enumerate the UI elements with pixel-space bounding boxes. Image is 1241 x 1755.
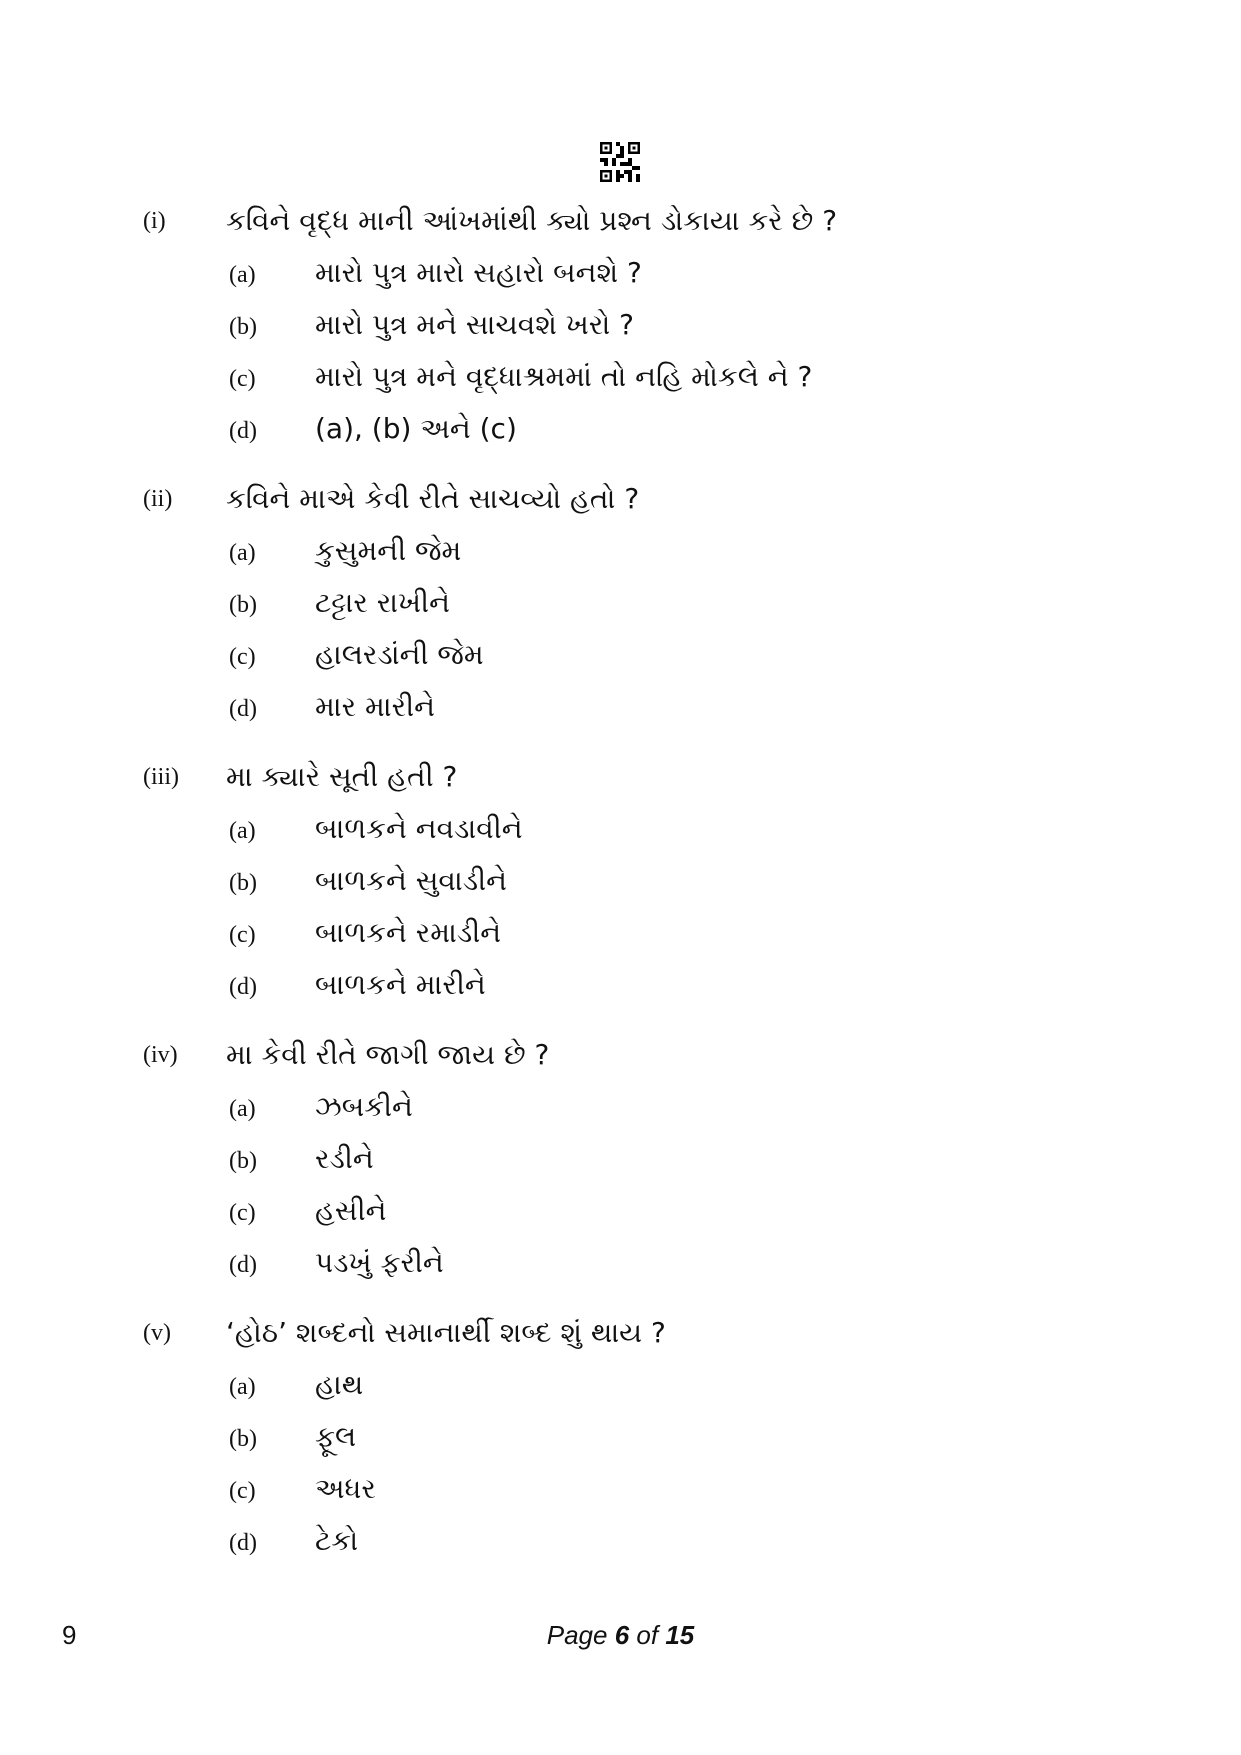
option-text: મારો પુત્ર મારો સહારો બનશે ? — [315, 256, 642, 289]
option-text: હાલરડાંની જેમ — [315, 638, 484, 671]
option-label: (b) — [229, 1426, 257, 1452]
option-label: (a) — [229, 262, 256, 288]
option-label: (d) — [229, 1530, 257, 1556]
question-block — [0, 198, 1241, 458]
option-text: હાથ — [315, 1368, 364, 1401]
option-item — [0, 580, 1241, 632]
option-text: બાળકને સુવાડીને — [315, 864, 507, 897]
option-item — [0, 858, 1241, 910]
option-text: રડીને — [315, 1142, 374, 1175]
option-text: કુસુમની જેમ — [315, 534, 462, 567]
option-item — [0, 1466, 1241, 1518]
option-text: મારો પુત્ર મને વૃદ્ધાશ્રમમાં તો નહિ મોકલે ને ? — [315, 360, 813, 393]
question-number: (iii) — [143, 764, 179, 790]
question-line — [0, 1310, 1241, 1362]
option-item — [0, 250, 1241, 302]
option-text: પડખું ફરીને — [315, 1246, 444, 1279]
option-label: (b) — [229, 1148, 257, 1174]
option-label: (d) — [229, 418, 257, 444]
option-item — [0, 302, 1241, 354]
option-label: (b) — [229, 592, 257, 618]
option-label: (b) — [229, 314, 257, 340]
question-line — [0, 1032, 1241, 1084]
option-item — [0, 528, 1241, 580]
question-block — [0, 1310, 1241, 1570]
option-label: (c) — [229, 366, 256, 392]
option-item — [0, 1362, 1241, 1414]
question-text: કવિને માએ કેવી રીતે સાચવ્યો હતો ? — [226, 482, 640, 515]
option-item — [0, 406, 1241, 458]
question-text: કવિને વૃદ્ધ માની આંખમાંથી ક્યો પ્રશ્ન ડોકાયા કરે છે ? — [226, 204, 838, 237]
option-label: (a) — [229, 1374, 256, 1400]
option-label: (c) — [229, 1478, 256, 1504]
option-text: અધર — [315, 1472, 376, 1505]
qr-code-icon — [600, 142, 640, 182]
option-text: માર મારીને — [315, 690, 435, 723]
option-item — [0, 684, 1241, 736]
option-text: બાળકને નવડાવીને — [315, 812, 523, 845]
option-text: બાળકને મારીને — [315, 968, 486, 1001]
option-label: (d) — [229, 974, 257, 1000]
option-text: મારો પુત્ર મને સાચવશે ખરો ? — [315, 308, 634, 341]
option-item — [0, 1136, 1241, 1188]
question-number: (i) — [143, 208, 166, 234]
option-item — [0, 910, 1241, 962]
option-label: (b) — [229, 870, 257, 896]
option-label: (a) — [229, 1096, 256, 1122]
question-number: (ii) — [143, 486, 173, 512]
option-item — [0, 806, 1241, 858]
page-code: 9 — [62, 1620, 77, 1650]
option-item — [0, 1188, 1241, 1240]
option-text: ટટ્ટાર રાખીને — [315, 586, 450, 619]
question-line — [0, 476, 1241, 528]
option-text: હસીને — [315, 1194, 387, 1227]
option-label: (c) — [229, 1200, 256, 1226]
option-text: ઝબકીને — [315, 1090, 413, 1123]
option-item — [0, 1240, 1241, 1292]
question-text: ‘હોઠ’ શબ્દનો સમાનાર્થી શબ્દ શું થાય ? — [226, 1316, 666, 1349]
option-item — [0, 1518, 1241, 1570]
option-label: (d) — [229, 696, 257, 722]
option-label: (a) — [229, 818, 256, 844]
question-line — [0, 754, 1241, 806]
page-number: Page 6 of 15 — [546, 1620, 695, 1650]
question-line — [0, 198, 1241, 250]
option-item — [0, 354, 1241, 406]
question-list — [0, 198, 1241, 1588]
question-number: (iv) — [143, 1042, 178, 1068]
option-item — [0, 632, 1241, 684]
option-item — [0, 1414, 1241, 1466]
option-item — [0, 962, 1241, 1014]
question-text: મા કેવી રીતે જાગી જાય છે ? — [226, 1038, 550, 1071]
option-label: (d) — [229, 1252, 257, 1278]
option-label: (a) — [229, 540, 256, 566]
question-block — [0, 754, 1241, 1014]
option-text: (a), (b) અને (c) — [315, 412, 517, 445]
question-block — [0, 476, 1241, 736]
option-text: બાળકને રમાડીને — [315, 916, 502, 949]
question-block — [0, 1032, 1241, 1292]
option-label: (c) — [229, 922, 256, 948]
option-text: ફૂલ — [315, 1420, 357, 1453]
option-label: (c) — [229, 644, 256, 670]
option-item — [0, 1084, 1241, 1136]
question-number: (v) — [143, 1320, 171, 1346]
option-text: ટેકો — [315, 1524, 359, 1557]
question-text: મા ક્યારે સૂતી હતી ? — [226, 760, 458, 793]
